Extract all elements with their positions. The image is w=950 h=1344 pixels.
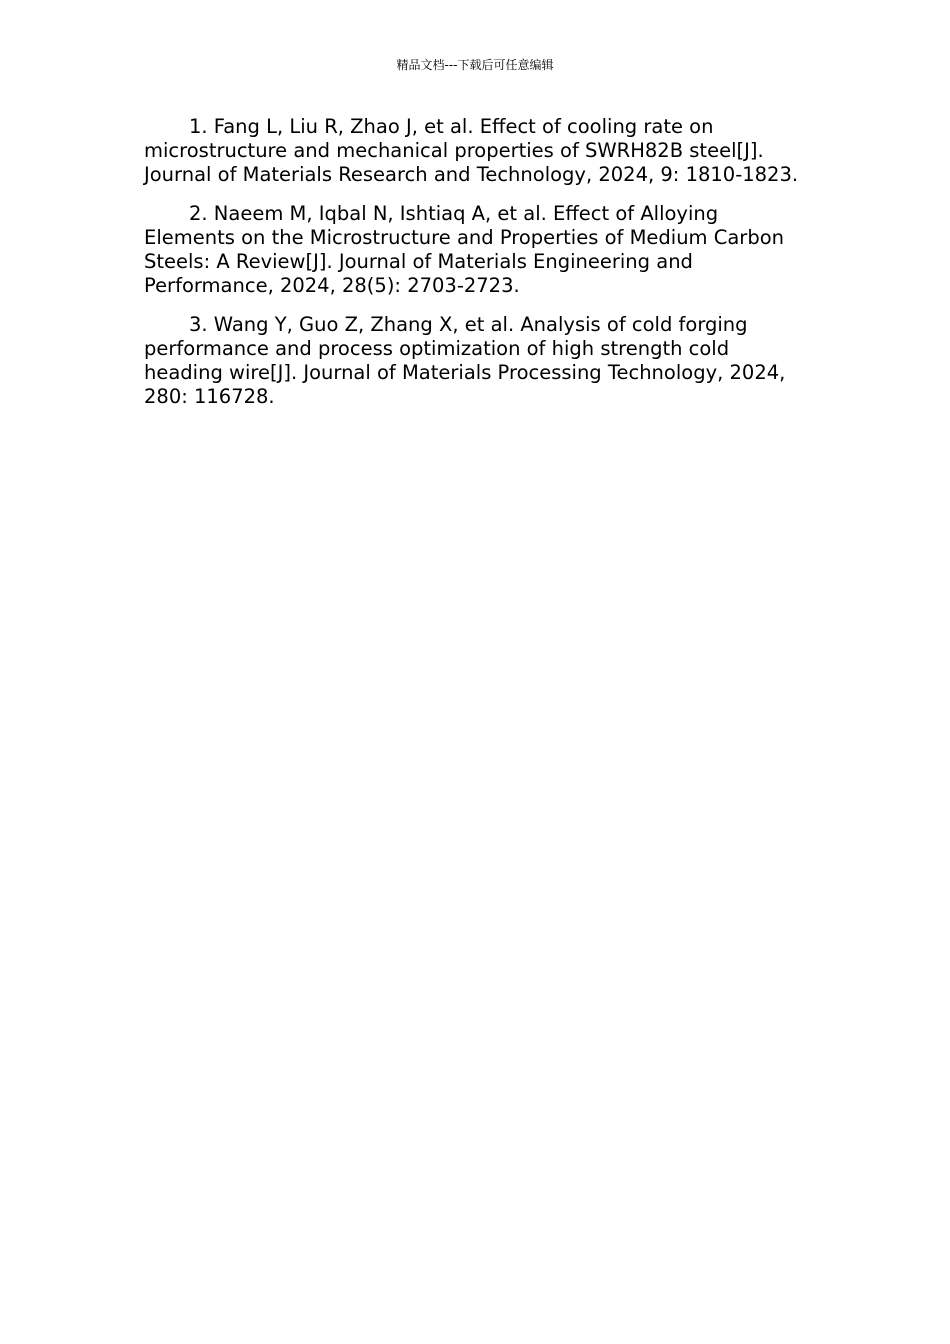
- reference-item-1: 1. Fang L, Liu R, Zhao J, et al. Effect of cooling rate on microstructure and mechanical properties of SWRH82B steel[J]. Journal of Materials Research and Technology, 2024, 9: 1810-1823.: [144, 115, 799, 186]
- reference-item-3: 3. Wang Y, Guo Z, Zhang X, et al. Analysis of cold forging performance and process optimization of high strength cold heading wire[J]. Journal of Materials Processing Technology, 2024, 280: 116728.: [144, 313, 786, 408]
- reference-item-2: 2. Naeem M, Iqbal N, Ishtiaq A, et al. Effect of Alloying Elements on the Microstructure and Properties of Medium Carbon Steels: A Review[J]. Journal of Materials Engineering and Performance, 2024, 28(5): 2703-2723.: [144, 202, 784, 297]
- page-header: 精品文档---下载后可任意编辑: [396, 58, 554, 72]
- reference-list: [144, 115, 814, 424]
